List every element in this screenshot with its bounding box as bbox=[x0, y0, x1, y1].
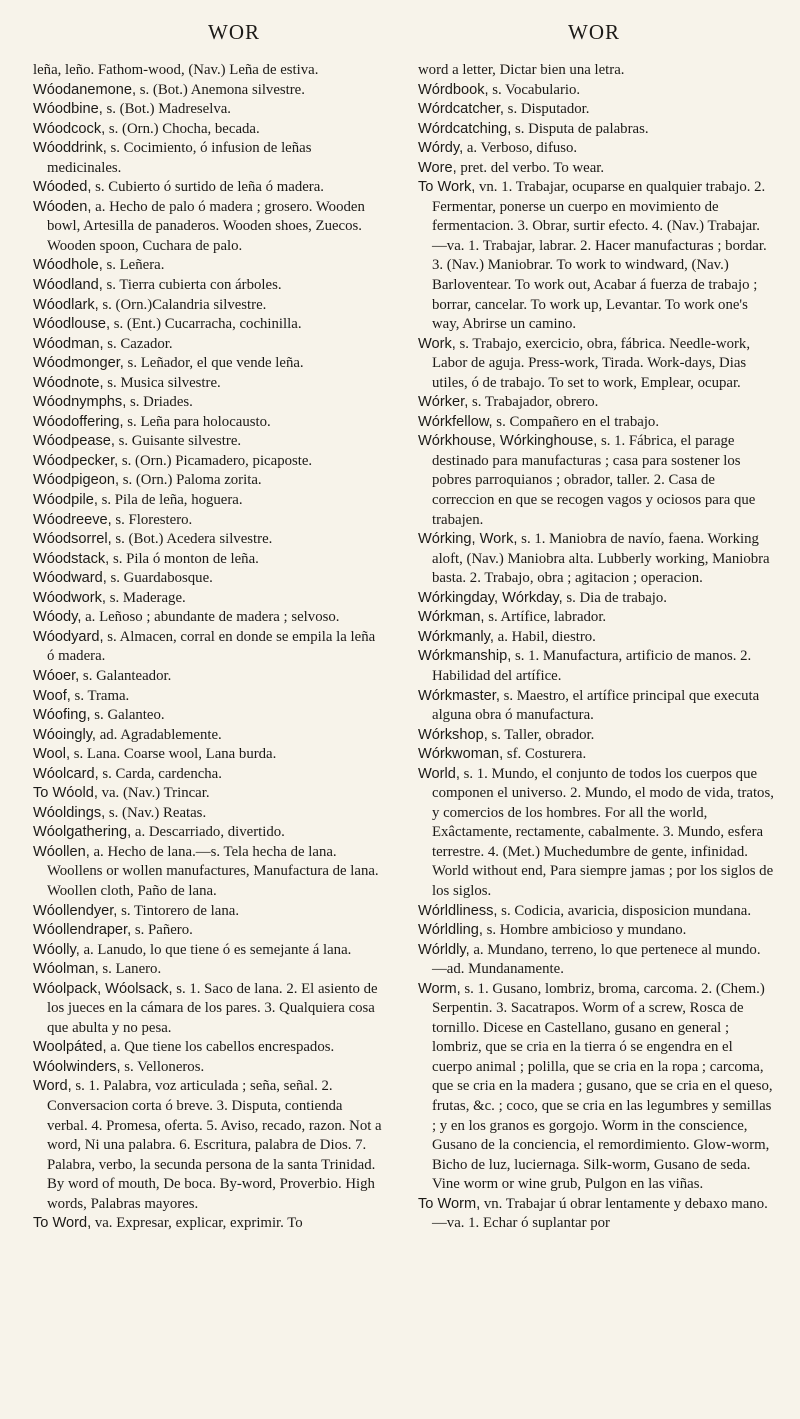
dictionary-entry bbox=[33, 198, 383, 257]
dictionary-entry bbox=[33, 960, 383, 980]
entry-headword: Wórkfellow, bbox=[418, 413, 493, 430]
entry-definition: s. Lanero. bbox=[98, 961, 162, 978]
entry-headword: Woof, bbox=[33, 687, 71, 704]
entry-definition: sf. Costurera. bbox=[503, 746, 587, 763]
entry-definition: s. (Bot.) Acedera silvestre. bbox=[111, 531, 273, 548]
entry-definition: s. Pila ó monton de leña. bbox=[109, 550, 259, 567]
entry-definition: s. Guisante silvestre. bbox=[114, 433, 242, 450]
dictionary-entry bbox=[33, 139, 383, 178]
dictionary-entry bbox=[418, 980, 774, 1195]
dictionary-entry bbox=[33, 471, 383, 491]
dictionary-entry bbox=[33, 941, 383, 961]
dictionary-entry bbox=[33, 608, 383, 628]
entry-definition: s. (Ent.) Cucarracha, cochinilla. bbox=[110, 316, 302, 333]
dictionary-entry bbox=[33, 491, 383, 511]
dictionary-entry bbox=[418, 530, 774, 589]
entry-definition: vn. Trabajar ú obrar lentamente y debaxo mano.—va. 1. Echar ó suplantar por bbox=[432, 1195, 768, 1232]
dictionary-entry bbox=[33, 432, 383, 452]
dictionary-entry bbox=[418, 902, 774, 922]
entry-definition: s. Driades. bbox=[126, 394, 193, 411]
entry-definition: a. Leñoso ; abundante de madera ; selvoso. bbox=[81, 609, 340, 626]
entry-definition: s. Leñador, el que vende leña. bbox=[123, 355, 304, 372]
entry-headword: Wórkman, bbox=[418, 609, 485, 626]
entry-definition: s. Dia de trabajo. bbox=[562, 589, 668, 606]
entry-definition: s. Carda, cardencha. bbox=[98, 765, 222, 782]
entry-headword: Wórkmanly, bbox=[418, 628, 494, 645]
entry-definition: vn. 1. Trabajar, ocuparse en qualquier trabajo. 2. Fermentar, ponerse un cuerpo en movimiento de fermentacion. 3. Obrar, surtir efecto. 4. (Nav.) Trabajar.—va. 1. Trabajar, labrar. 2. Hacer manufacturas ; bordar. 3. (Nav.) Maniobrar. To work to windward, (Nav.) Barloventear. To work out, Acabar á fuerza de trabajo ; borrar, cancelar. To work up, Levantar. To work one's way, Abrirse un camino. bbox=[432, 179, 767, 333]
dictionary-entry bbox=[33, 569, 383, 589]
entry-headword: Worm, bbox=[418, 980, 461, 997]
entry-definition: s. (Bot.) Madreselva. bbox=[102, 101, 231, 118]
entry-definition: s. Pañero. bbox=[131, 922, 193, 939]
entry-headword: Wóoded, bbox=[33, 179, 92, 196]
dictionary-entry bbox=[33, 296, 383, 316]
entry-definition: s. Leña para holocausto. bbox=[123, 413, 271, 430]
dictionary-entry bbox=[418, 589, 774, 609]
dictionary-entry bbox=[33, 550, 383, 570]
entry-definition: a. Verboso, difuso. bbox=[463, 140, 578, 157]
entry-headword: Wórdcatcher, bbox=[418, 101, 504, 118]
dictionary-entry bbox=[418, 687, 774, 726]
entry-headword: To Wóold, bbox=[33, 785, 98, 802]
entry-headword: Wóodyard, bbox=[33, 628, 104, 645]
entry-definition: a. Lanudo, lo que tiene ó es semejante á lana. bbox=[79, 941, 352, 958]
entry-definition: s. Trabajador, obrero. bbox=[468, 394, 599, 411]
entry-headword: Wóodpecker, bbox=[33, 452, 119, 469]
dictionary-entry bbox=[418, 628, 774, 648]
dictionary-entry bbox=[33, 256, 383, 276]
entry-definition: s. 1. Manufactura, artificio de manos. 2. Habilidad del artífice. bbox=[432, 648, 752, 684]
dictionary-entry bbox=[33, 374, 383, 394]
dictionary-entry bbox=[418, 726, 774, 746]
entry-headword: Wóolpack, Wóolsack, bbox=[33, 980, 173, 997]
dictionary-entry bbox=[33, 81, 383, 101]
entry-headword: Wóodreeve, bbox=[33, 511, 112, 528]
running-head-right: WOR bbox=[568, 20, 620, 44]
entry-headword: Wórdbook, bbox=[418, 81, 489, 98]
entry-definition: s. Compañero en el trabajo. bbox=[492, 413, 660, 430]
entry-definition: s. Maderage. bbox=[106, 589, 186, 606]
entry-definition: s. Vocabulario. bbox=[488, 81, 581, 98]
dictionary-entry bbox=[33, 452, 383, 472]
dictionary-entry bbox=[418, 432, 774, 530]
entry-definition: s. Taller, obrador. bbox=[487, 726, 595, 743]
dictionary-entry bbox=[33, 667, 383, 687]
entry-definition: s. Tintorero de lana. bbox=[117, 902, 240, 919]
entry-definition: a. Descarriado, divertido. bbox=[131, 824, 285, 841]
entry-headword: Wórking, Work, bbox=[418, 531, 518, 548]
entry-definition: s. Tierra cubierta con árboles. bbox=[102, 277, 282, 294]
entry-headword: Wóodman, bbox=[33, 335, 104, 352]
entry-headword: Wóodmonger, bbox=[33, 355, 124, 372]
dictionary-entry bbox=[418, 941, 774, 980]
entry-definition: s. Artífice, labrador. bbox=[484, 609, 607, 626]
entry-definition: s. Leñera. bbox=[102, 257, 165, 274]
entry-definition: s. Disputa de palabras. bbox=[511, 120, 649, 137]
dictionary-entry bbox=[33, 393, 383, 413]
entry-headword: Wórldly, bbox=[418, 941, 470, 958]
entry-headword: Wóodward, bbox=[33, 570, 107, 587]
dictionary-entry bbox=[33, 823, 383, 843]
entry-headword: Wóolcard, bbox=[33, 765, 99, 782]
dictionary-entry bbox=[33, 61, 383, 81]
entry-definition: s. Pila de leña, hoguera. bbox=[97, 492, 243, 509]
entry-definition: s. Codicia, avaricia, disposicion mundana. bbox=[497, 902, 752, 919]
entry-definition: s. (Orn.) Paloma zorita. bbox=[119, 472, 262, 489]
entry-headword: Wórkwoman, bbox=[418, 746, 504, 763]
dictionary-entry bbox=[33, 1214, 383, 1234]
entry-definition: s. Galanteo. bbox=[90, 707, 165, 724]
entry-headword: Wórkingday, Wórkday, bbox=[418, 589, 563, 606]
entry-headword: Wóodlouse, bbox=[33, 316, 111, 333]
dictionary-entry bbox=[418, 745, 774, 765]
entry-headword: Wóollendyer, bbox=[33, 902, 118, 919]
dictionary-entry bbox=[33, 784, 383, 804]
dictionary-entry bbox=[418, 81, 774, 101]
entry-headword: Wóodnote, bbox=[33, 374, 104, 391]
entry-definition: s. (Orn.) Picamadero, picaposte. bbox=[118, 452, 313, 469]
entry-headword: Wórker, bbox=[418, 394, 469, 411]
entry-headword: Wórldliness, bbox=[418, 902, 498, 919]
entry-headword: Wóodpease, bbox=[33, 433, 115, 450]
dictionary-entry bbox=[418, 1195, 774, 1234]
entry-headword: Wóoer, bbox=[33, 667, 80, 684]
dictionary-entry bbox=[33, 921, 383, 941]
entry-headword: Wóofing, bbox=[33, 707, 91, 724]
entry-definition: s. Velloneros. bbox=[120, 1058, 205, 1075]
dictionary-entry bbox=[33, 413, 383, 433]
entry-definition: a. Mundano, terreno, lo que pertenece al mundo.—ad. Mundanamente. bbox=[432, 941, 761, 978]
entry-headword: To Worm, bbox=[418, 1195, 481, 1212]
entry-headword: To Word, bbox=[33, 1215, 92, 1232]
entry-headword: Wóollen, bbox=[33, 843, 90, 860]
entry-headword: Wóodnymphs, bbox=[33, 394, 127, 411]
entry-definition: s. Trabajo, exercicio, obra, fábrica. Needle-work, Labor de aguja. Press-work, Tirada. Work-days, Dias utiles, ó de trabajo. To set to work, Emplear, ocupar. bbox=[432, 335, 751, 391]
entry-headword: Wórdy, bbox=[418, 140, 464, 157]
dictionary-entry bbox=[418, 120, 774, 140]
dictionary-entry bbox=[33, 980, 383, 1039]
dictionary-entry bbox=[418, 413, 774, 433]
entry-headword: To Work, bbox=[418, 179, 476, 196]
entry-definition: s. (Bot.) Anemona silvestre. bbox=[136, 81, 305, 98]
entry-headword: Wóodcock, bbox=[33, 120, 106, 137]
entry-headword: Wórdcatching, bbox=[418, 120, 512, 137]
dictionary-entry bbox=[33, 1038, 383, 1058]
entry-headword: Wórldling, bbox=[418, 922, 483, 939]
entry-headword: World, bbox=[418, 765, 460, 782]
dictionary-entry bbox=[33, 745, 383, 765]
dictionary-entry bbox=[418, 61, 774, 81]
dictionary-entry bbox=[33, 354, 383, 374]
entry-definition: s. Trama. bbox=[70, 687, 130, 704]
entry-headword: Wórkmanship, bbox=[418, 648, 512, 665]
entry-headword: Wórkmaster, bbox=[418, 687, 500, 704]
entry-definition: s. 1. Fábrica, el parage destinado para manufacturas ; casa para sostener los pobres parroquianos ; obrador, taller. 2. Casa de correccion en que se recogen vagos y ociosos para que trabajen. bbox=[432, 433, 756, 528]
entry-definition: s. Cazador. bbox=[103, 335, 173, 352]
entry-headword: Wóodoffering, bbox=[33, 413, 124, 430]
entry-definition: s. 1. Mundo, el conjunto de todos los cuerpos que componen el universo. 2. Mundo, el modo de vida, tratos, y comercios de los hombres. For all the world, Exâctamente, rectamente, cabalmente. 3. Mundo, esfera terrestre. 4. (Met.) Muchedumbre de gente, infinidad. World without end, Para siempre jamas ; por los siglos de los siglos. bbox=[432, 765, 774, 899]
dictionary-entry bbox=[418, 647, 774, 686]
entry-headword: Wóodhole, bbox=[33, 257, 103, 274]
entry-definition: s. Cocimiento, ó infusion de leñas medicinales. bbox=[47, 140, 312, 176]
entry-headword: Wóollendraper, bbox=[33, 922, 132, 939]
entry-definition: a. Hecho de lana.—s. Tela hecha de lana. Woollens or wollen manufactures, Manufactura de lana. Woollen cloth, Paño de lana. bbox=[47, 843, 379, 899]
entry-definition: s. Almacen, corral en donde se empila la leña ó madera. bbox=[47, 628, 376, 665]
entry-definition: va. (Nav.) Trincar. bbox=[97, 785, 210, 802]
dictionary-entry bbox=[33, 1058, 383, 1078]
entry-definition: s. Disputador. bbox=[503, 101, 590, 118]
entry-definition: s. 1. Maniobra de navío, faena. Working aloft, (Nav.) Maniobra alta. Lubberly working, Maniobra basta. 2. Trabajo, obra ; agitacion ; operacion. bbox=[432, 531, 770, 587]
dictionary-entry bbox=[33, 100, 383, 120]
dictionary-entry bbox=[418, 921, 774, 941]
dictionary-entry bbox=[33, 843, 383, 902]
entry-headword: Woolpáted, bbox=[33, 1039, 107, 1056]
entry-headword: Wóodsorrel, bbox=[33, 531, 112, 548]
dictionary-entry bbox=[33, 687, 383, 707]
entry-headword: Wóodanemone, bbox=[33, 81, 137, 98]
entry-definition: a. Habil, diestro. bbox=[493, 628, 596, 645]
entry-definition: s. (Orn.) Chocha, becada. bbox=[105, 120, 260, 137]
entry-definition: s. Maestro, el artífice principal que executa alguna obra ó manufactura. bbox=[432, 687, 760, 724]
entry-definition: pret. del verbo. To wear. bbox=[456, 159, 605, 176]
dictionary-entry bbox=[33, 335, 383, 355]
running-head-left: WOR bbox=[208, 20, 260, 44]
entry-headword: Wóodbine, bbox=[33, 101, 103, 118]
entry-headword: Wóodpigeon, bbox=[33, 472, 120, 489]
dictionary-entry bbox=[418, 765, 774, 902]
dictionary-entry bbox=[33, 804, 383, 824]
entry-definition: word a letter, Dictar bien una letra. bbox=[418, 62, 625, 78]
dictionary-entry bbox=[418, 393, 774, 413]
entry-definition: s. 1. Palabra, voz articulada ; seña, señal. 2. Conversacion corta ó breve. 3. Disputa, contienda verbal. 4. Promesa, oferta. 5. Aviso, recado, razon. Not a word, Ni una palabra. 6. Escritura, palabra de Dios. 7. Palabra, verbo, la secunda persona de la santa Trinidad. By word of mouth, De boca. By-word, Proverbio. High words, Palabras mayores. bbox=[47, 1078, 382, 1212]
entry-headword: Wool, bbox=[33, 746, 71, 763]
entry-definition: a. Hecho de palo ó madera ; grosero. Wooden bowl, Artesilla de panaderos. Wooden shoes, Zuecos. Wooden spoon, Cuchara de palo. bbox=[47, 198, 365, 254]
entry-headword: Wóolgathering, bbox=[33, 824, 132, 841]
dictionary-entry bbox=[418, 139, 774, 159]
entry-headword: Wóodlark, bbox=[33, 296, 99, 313]
entry-definition: s. Florestero. bbox=[111, 511, 193, 528]
entry-headword: Wóodwork, bbox=[33, 589, 106, 606]
entry-headword: Wórkshop, bbox=[418, 726, 488, 743]
dictionary-entry bbox=[418, 335, 774, 394]
entry-headword: Wóoden, bbox=[33, 198, 92, 215]
entry-definition: s. Cubierto ó surtido de leña ó madera. bbox=[91, 179, 325, 196]
entry-definition: a. Que tiene los cabellos encrespados. bbox=[106, 1039, 335, 1056]
dictionary-entry bbox=[33, 628, 383, 667]
entry-headword: Wore, bbox=[418, 159, 457, 176]
entry-headword: Wóolwinders, bbox=[33, 1058, 121, 1075]
entry-headword: Wóoddrink, bbox=[33, 140, 107, 157]
entry-definition: leña, leño. Fathom-wood, (Nav.) Leña de estiva. bbox=[33, 62, 319, 78]
entry-definition: s. Galanteador. bbox=[79, 667, 172, 684]
entry-headword: Wóoldings, bbox=[33, 804, 106, 821]
entry-headword: Word, bbox=[33, 1078, 72, 1095]
dictionary-entry bbox=[33, 726, 383, 746]
entry-headword: Wóoingly, bbox=[33, 726, 96, 743]
entry-headword: Wóodstack, bbox=[33, 550, 110, 567]
dictionary-entry bbox=[418, 159, 774, 179]
entry-headword: Wóodland, bbox=[33, 277, 103, 294]
entry-definition: s. Hombre ambicioso y mundano. bbox=[482, 922, 687, 939]
entry-headword: Wóolman, bbox=[33, 961, 99, 978]
dictionary-entry bbox=[33, 315, 383, 335]
dictionary-entry bbox=[33, 511, 383, 531]
left-column bbox=[33, 61, 383, 1234]
entry-headword: Wóody, bbox=[33, 609, 82, 626]
right-column bbox=[418, 61, 774, 1234]
entry-headword: Wóolly, bbox=[33, 941, 80, 958]
entry-definition: s. Lana. Coarse wool, Lana burda. bbox=[70, 746, 277, 763]
dictionary-entry bbox=[33, 589, 383, 609]
entry-headword: Wórkhouse, Wórkinghouse, bbox=[418, 433, 598, 450]
dictionary-entry bbox=[418, 178, 774, 334]
entry-definition: s. (Orn.)Calandria silvestre. bbox=[98, 296, 267, 313]
entry-definition: s. 1. Saco de lana. 2. El asiento de los jueces en la cámara de los pares. 3. Qualquiera cosa que abulta y no pesa. bbox=[47, 980, 378, 1036]
dictionary-entry bbox=[33, 120, 383, 140]
entry-definition: s. Guardabosque. bbox=[106, 570, 213, 587]
dictionary-entry bbox=[418, 608, 774, 628]
dictionary-entry bbox=[33, 765, 383, 785]
entry-definition: s. Musica silvestre. bbox=[103, 374, 221, 391]
dictionary-entry bbox=[33, 276, 383, 296]
entry-definition: s. (Nav.) Reatas. bbox=[105, 804, 207, 821]
dictionary-entry bbox=[418, 100, 774, 120]
dictionary-entry bbox=[33, 902, 383, 922]
dictionary-entry bbox=[33, 1077, 383, 1214]
entry-headword: Wóodpile, bbox=[33, 492, 98, 509]
entry-definition: va. Expresar, explicar, exprimir. To bbox=[91, 1215, 303, 1232]
entry-definition: ad. Agradablemente. bbox=[96, 726, 222, 743]
dictionary-entry bbox=[33, 178, 383, 198]
entry-headword: Work, bbox=[418, 335, 456, 352]
dictionary-entry bbox=[33, 706, 383, 726]
dictionary-entry bbox=[33, 530, 383, 550]
entry-definition: s. 1. Gusano, lombriz, broma, carcoma. 2. (Chem.) Serpentin. 3. Sacatrapos. Worm of a screw, Rosca de tornillo. Dicese en Castellano, gusano en general ; lombriz, que se cria en la tierra ó se engendra en el cuerpo animal ; polilla, que se cria en la ropa ; carcoma, que se cria en la madera ; gusano, que se cria en el queso, frutas, &c. ; coco, que se cria en las legumbres y semillas ; y en los granos es gorgojo. Worm in the conscience, Gusano de la conciencia, el remordimiento. Glow-worm, Bicho de luz, luciernaga. Silk-worm, Gusano de seda. Vine worm or wine grub, Pulgon en las viñas. bbox=[432, 980, 773, 1193]
